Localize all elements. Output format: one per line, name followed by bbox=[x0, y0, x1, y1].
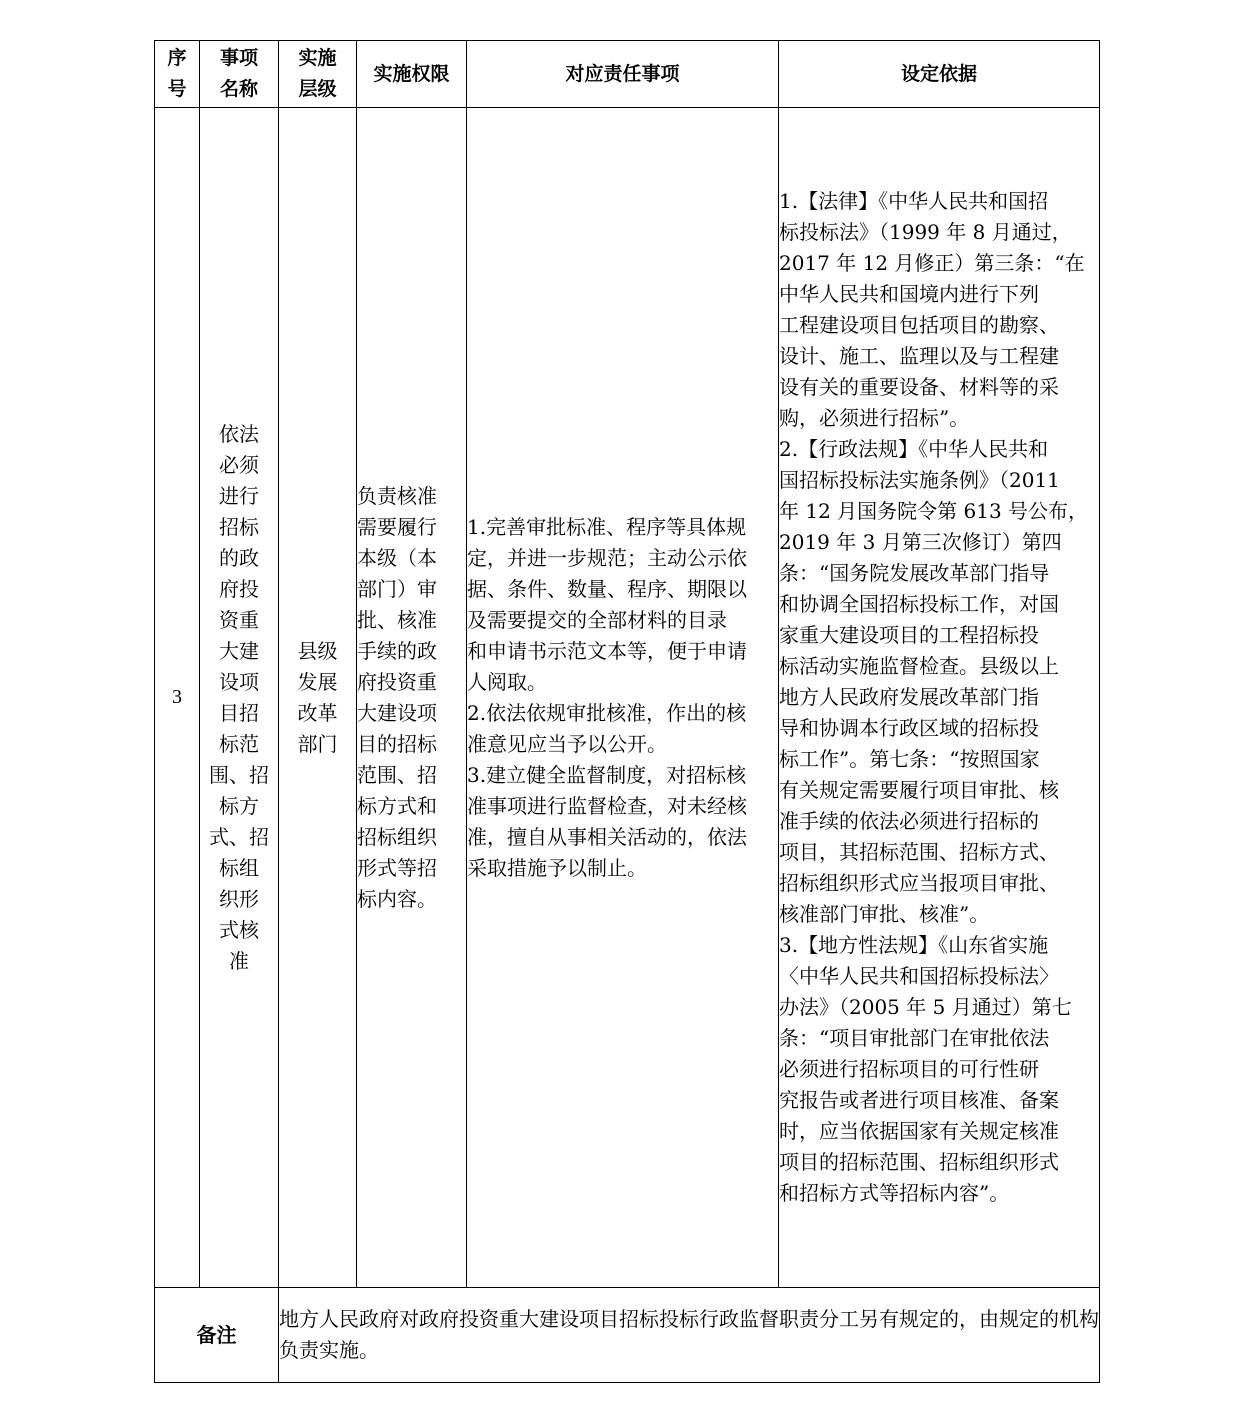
row-seq: 3 bbox=[155, 108, 200, 1288]
row-power: 负责核准 需要履行 本级（本 部门）审 批、核准 手续的政 府投资重 大建设项 目的招标 范围、招 标方式和 招标组织 形式等招 标内容。 bbox=[357, 108, 467, 1288]
note-text: 地方人民政府对政府投资重大建设项目招标投标行政监督职责分工另有规定的，由规定的机构负责实施。 bbox=[279, 1288, 1100, 1383]
header-row bbox=[155, 41, 1100, 108]
row-level: 县级 发展 改革 部门 bbox=[279, 108, 357, 1288]
table-row bbox=[155, 108, 1100, 1288]
row-responsibility: 1.完善审批标准、程序等具体规 定，并进一步规范；主动公示依 据、条件、数量、程序、期限以 及需要提交的全部材料的目录 和申请书示范文本等，便于申请 人阅取。 2.依法依规审批核准，作出的核 准意见应当予以公开。 3.建立健全监督制度，对招标核 准事项进行监督检查，对未经核 准，擅自从事相关活动的，依法 采取措施予以制止。 bbox=[467, 108, 779, 1288]
header-name: 事项 名称 bbox=[200, 41, 279, 108]
row-name: 依法 必须 进行 招标 的政 府投 资重 大建 设项 目招 标范 围、招 标方 式、招 标组 织形 式核 准 bbox=[200, 108, 279, 1288]
header-basis: 设定依据 bbox=[779, 41, 1100, 108]
header-responsibility: 对应责任事项 bbox=[467, 41, 779, 108]
note-label: 备注 bbox=[155, 1288, 279, 1383]
note-row bbox=[155, 1288, 1100, 1383]
authority-table bbox=[154, 40, 1100, 1383]
header-seq: 序 号 bbox=[155, 41, 200, 108]
row-basis: 1.【法律】《中华人民共和国招 标投标法》（1999 年 8 月通过， 2017 年 12 月修正）第三条：“在 中华人民共和国境内进行下列 工程建设项目包括项目的勘察、 设计、施工、监理以及与工程建 设有关的重要设备、材料等的采 购，必须进行招标”。 2.【行政法规】《中华人民共和 国招标投标法实施条例》（2011 年 12 月国务院令第 613 号公布， 2019 年 3 月第三次修订）第四 条：“国务院发展改革部门指导 和协调全国招标投标工作，对国 家重大建设项目的工程招标投 标活动实施监督检查。县级以上 地方人民政府发展改革部门指 导和协调本行政区域的招标投 标工作”。第七条：“按照国家 有关规定需要履行项目审批、核 准手续的依法必须进行招标的 项目，其招标范围、招标方式、 招标组织形式应当报项目审批、 核准部门审批、核准”。 3.【地方性法规】《山东省实施 〈中华人民共和国招标投标法〉 办法》（2005 年 5 月通过）第七 条：“项目审批部门在审批依法 必须进行招标项目的可行性研 究报告或者进行项目核准、备案 时，应当依据国家有关规定核准 项目的招标范围、招标组织形式 和招标方式等招标内容”。 bbox=[779, 108, 1100, 1288]
header-power: 实施权限 bbox=[357, 41, 467, 108]
header-level: 实施 层级 bbox=[279, 41, 357, 108]
